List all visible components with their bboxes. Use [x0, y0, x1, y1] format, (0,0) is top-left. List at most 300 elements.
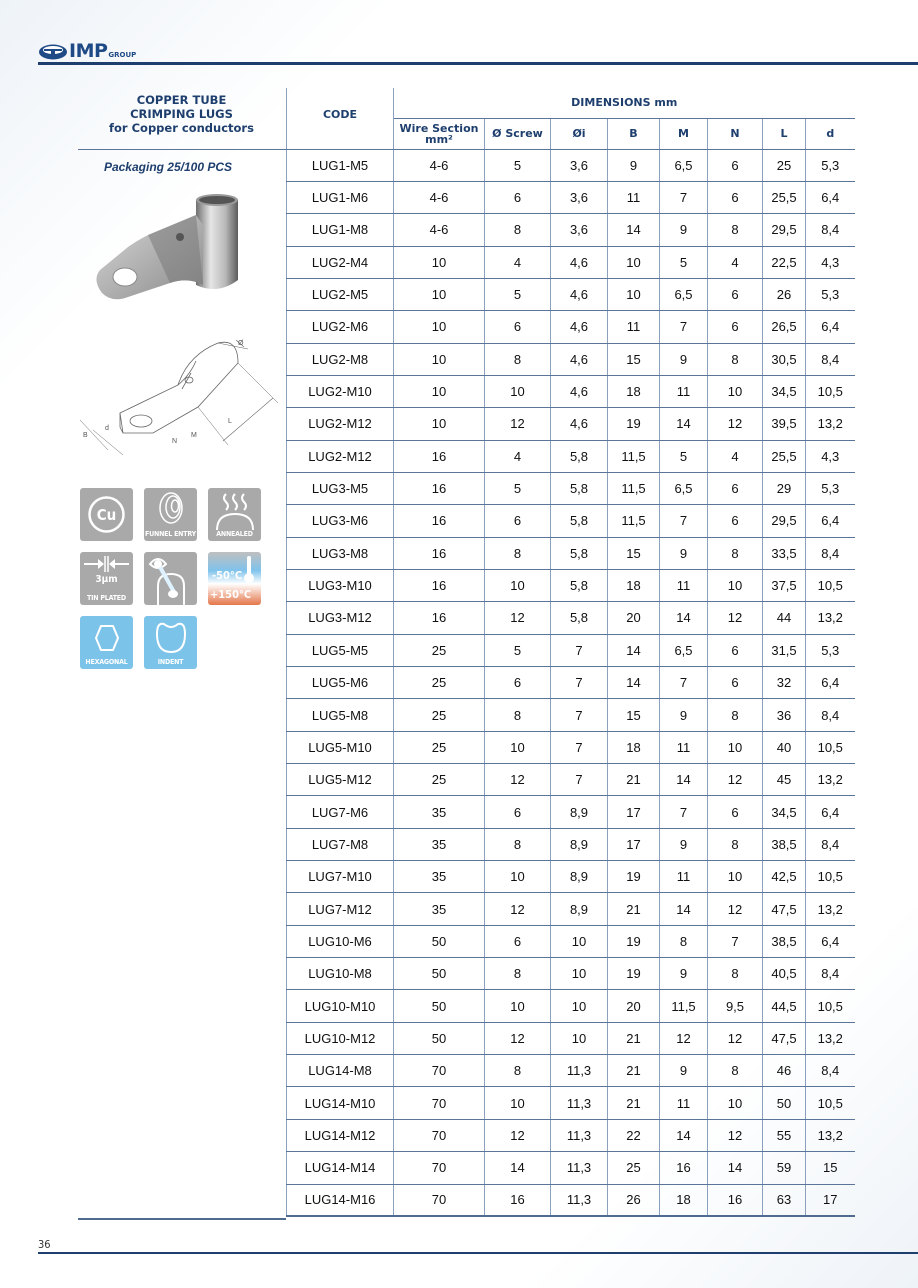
cell-l: 42,5: [763, 861, 806, 893]
cell-m: 11: [660, 375, 708, 407]
temperature-low: -50°C: [212, 569, 243, 582]
cell-d: 13,2: [806, 602, 855, 634]
cell-code: LUG7-M6: [287, 796, 394, 828]
imp-group-logo: [38, 38, 136, 60]
temperature-icon: [208, 552, 261, 605]
cell-l: 63: [763, 1184, 806, 1216]
cell-l: 25,5: [763, 440, 806, 472]
cell-d: 10,5: [806, 861, 855, 893]
page-number: 36: [38, 1238, 51, 1251]
label-m: M: [191, 432, 197, 439]
cell-d: 13,2: [806, 1119, 855, 1151]
imp-logo-mark-icon: [38, 42, 68, 60]
cell-n: 8: [708, 958, 763, 990]
cell-n: 14: [708, 1152, 763, 1184]
cell-d: 5,3: [806, 149, 855, 181]
cell-b: 15: [608, 537, 660, 569]
cell-d: 15: [806, 1152, 855, 1184]
cell-inner-diameter: 4,6: [551, 246, 608, 278]
spec-table-body: [287, 149, 855, 1216]
table-row: [287, 472, 855, 504]
cell-d: 13,2: [806, 1022, 855, 1054]
temperature-high: +150°C: [210, 588, 252, 601]
table-row: [287, 181, 855, 213]
cell-b: 18: [608, 375, 660, 407]
cell-n: 6: [708, 149, 763, 181]
cell-code: LUG14-M8: [287, 1055, 394, 1087]
cell-code: LUG10-M6: [287, 925, 394, 957]
cell-inner-diameter: 7: [551, 667, 608, 699]
annealed-caption: ANNEALED: [216, 530, 253, 538]
cell-code: LUG3-M10: [287, 569, 394, 601]
cell-b: 14: [608, 214, 660, 246]
inspection-hole-icon: [144, 552, 197, 605]
cell-d: 10,5: [806, 990, 855, 1022]
footer-rule: [38, 1252, 918, 1254]
cell-code: LUG5-M6: [287, 667, 394, 699]
cell-n: 6: [708, 181, 763, 213]
cell-inner-diameter: 4,6: [551, 375, 608, 407]
cell-l: 26: [763, 278, 806, 310]
cell-code: LUG2-M5: [287, 278, 394, 310]
cell-m: 9: [660, 1055, 708, 1087]
cell-m: 6,5: [660, 149, 708, 181]
funnel-entry-caption: FUNNEL ENTRY: [145, 530, 196, 538]
cell-code: LUG2-M12: [287, 408, 394, 440]
cell-n: 12: [708, 893, 763, 925]
cell-b: 14: [608, 667, 660, 699]
cell-m: 14: [660, 764, 708, 796]
cell-b: 11,5: [608, 440, 660, 472]
cell-d: 6,4: [806, 181, 855, 213]
cell-screw: 5: [485, 472, 551, 504]
cell-wire-section: 70: [394, 1119, 485, 1151]
cell-b: 20: [608, 990, 660, 1022]
cell-l: 29,5: [763, 214, 806, 246]
cell-b: 17: [608, 796, 660, 828]
cell-l: 45: [763, 764, 806, 796]
tin-plated-caption: TIN PLATED: [87, 594, 126, 602]
cell-l: 39,5: [763, 408, 806, 440]
cell-code: LUG2-M4: [287, 246, 394, 278]
cell-inner-diameter: 7: [551, 764, 608, 796]
cell-b: 10: [608, 278, 660, 310]
cell-wire-section: 4-6: [394, 149, 485, 181]
cell-d: 13,2: [806, 893, 855, 925]
table-row: [287, 1087, 855, 1119]
cell-l: 40,5: [763, 958, 806, 990]
table-row: [287, 861, 855, 893]
cell-wire-section: 10: [394, 246, 485, 278]
cell-wire-section: 10: [394, 278, 485, 310]
table-row: [287, 569, 855, 601]
cell-wire-section: 70: [394, 1055, 485, 1087]
cell-l: 55: [763, 1119, 806, 1151]
cell-code: LUG3-M5: [287, 472, 394, 504]
cell-code: LUG1-M8: [287, 214, 394, 246]
cell-m: 9: [660, 214, 708, 246]
cell-n: 8: [708, 343, 763, 375]
cell-m: 12: [660, 1022, 708, 1054]
cell-wire-section: 10: [394, 375, 485, 407]
cell-l: 44: [763, 602, 806, 634]
table-row: [287, 958, 855, 990]
label-b: B: [83, 432, 88, 439]
left-bottom-rule: [78, 1218, 286, 1220]
cell-n: 6: [708, 472, 763, 504]
cell-n: 12: [708, 764, 763, 796]
cell-wire-section: 70: [394, 1184, 485, 1216]
cell-b: 18: [608, 731, 660, 763]
col-m: M: [660, 118, 708, 149]
cell-inner-diameter: 5,8: [551, 537, 608, 569]
cell-d: 17: [806, 1184, 855, 1216]
cell-inner-diameter: 5,8: [551, 569, 608, 601]
cell-l: 30,5: [763, 343, 806, 375]
indent-caption: INDENT: [157, 658, 184, 666]
cell-wire-section: 50: [394, 1022, 485, 1054]
cell-d: 4,3: [806, 440, 855, 472]
cell-b: 11: [608, 181, 660, 213]
cell-b: 21: [608, 1055, 660, 1087]
cell-screw: 10: [485, 1087, 551, 1119]
cell-d: 10,5: [806, 569, 855, 601]
cell-inner-diameter: 8,9: [551, 796, 608, 828]
cell-inner-diameter: 11,3: [551, 1055, 608, 1087]
cell-b: 9: [608, 149, 660, 181]
cell-n: 6: [708, 278, 763, 310]
cell-b: 21: [608, 1022, 660, 1054]
cell-screw: 14: [485, 1152, 551, 1184]
product-title-line2: CRIMPING LUGS: [130, 107, 233, 121]
table-row: [287, 537, 855, 569]
cell-l: 40: [763, 731, 806, 763]
cell-inner-diameter: 4,6: [551, 278, 608, 310]
cell-wire-section: 16: [394, 440, 485, 472]
cell-inner-diameter: 5,8: [551, 440, 608, 472]
cell-wire-section: 35: [394, 796, 485, 828]
cell-screw: 8: [485, 958, 551, 990]
cell-b: 20: [608, 602, 660, 634]
cell-code: LUG2-M6: [287, 311, 394, 343]
cell-code: LUG5-M8: [287, 699, 394, 731]
cell-b: 11,5: [608, 505, 660, 537]
cell-d: 6,4: [806, 505, 855, 537]
cell-l: 50: [763, 1087, 806, 1119]
cell-d: 5,3: [806, 634, 855, 666]
hexagonal-icon: [80, 616, 133, 669]
logo-text: IMP: [69, 40, 108, 62]
table-row: [287, 1055, 855, 1087]
cell-b: 19: [608, 861, 660, 893]
product-title-line3: for Copper conductors: [109, 121, 254, 135]
cell-m: 14: [660, 893, 708, 925]
col-wire-section-label: Wire Section: [399, 121, 479, 135]
table-row: [287, 440, 855, 472]
table-row: [287, 1184, 855, 1216]
cell-l: 25: [763, 149, 806, 181]
cell-wire-section: 25: [394, 731, 485, 763]
cell-code: LUG14-M10: [287, 1087, 394, 1119]
cell-screw: 5: [485, 278, 551, 310]
cell-inner-diameter: 11,3: [551, 1152, 608, 1184]
cell-b: 19: [608, 958, 660, 990]
cell-l: 29: [763, 472, 806, 504]
cell-n: 4: [708, 246, 763, 278]
cell-code: LUG7-M8: [287, 828, 394, 860]
cell-l: 32: [763, 667, 806, 699]
cell-wire-section: 25: [394, 634, 485, 666]
cell-inner-diameter: 7: [551, 634, 608, 666]
cell-screw: 8: [485, 537, 551, 569]
cell-n: 10: [708, 569, 763, 601]
table-row: [287, 1119, 855, 1151]
product-title: [78, 93, 285, 135]
cell-m: 16: [660, 1152, 708, 1184]
cell-l: 47,5: [763, 1022, 806, 1054]
table-row: [287, 925, 855, 957]
table-row: [287, 796, 855, 828]
cell-screw: 8: [485, 1055, 551, 1087]
cell-b: 19: [608, 408, 660, 440]
cell-inner-diameter: 7: [551, 731, 608, 763]
cell-wire-section: 10: [394, 343, 485, 375]
cell-screw: 8: [485, 699, 551, 731]
cell-n: 12: [708, 1119, 763, 1151]
product-title-line1: COPPER TUBE: [136, 93, 227, 107]
cell-n: 9,5: [708, 990, 763, 1022]
cell-inner-diameter: 5,8: [551, 505, 608, 537]
cell-b: 21: [608, 764, 660, 796]
cell-n: 6: [708, 505, 763, 537]
cell-l: 29,5: [763, 505, 806, 537]
table-row: [287, 634, 855, 666]
packaging-info: Packaging 25/100 PCS: [103, 160, 233, 174]
cell-screw: 12: [485, 408, 551, 440]
cell-l: 37,5: [763, 569, 806, 601]
cell-screw: 8: [485, 343, 551, 375]
cell-d: 13,2: [806, 764, 855, 796]
cell-inner-diameter: 4,6: [551, 408, 608, 440]
cell-screw: 6: [485, 311, 551, 343]
cell-d: 10,5: [806, 731, 855, 763]
cell-inner-diameter: 11,3: [551, 1184, 608, 1216]
col-n: N: [708, 118, 763, 149]
cell-l: 38,5: [763, 925, 806, 957]
cell-inner-diameter: 3,6: [551, 214, 608, 246]
col-screw: Ø Screw: [485, 118, 551, 149]
cell-n: 4: [708, 440, 763, 472]
cell-l: 34,5: [763, 375, 806, 407]
cell-inner-diameter: 11,3: [551, 1087, 608, 1119]
cell-n: 7: [708, 925, 763, 957]
cell-l: 26,5: [763, 311, 806, 343]
cell-l: 44,5: [763, 990, 806, 1022]
cell-code: LUG14-M16: [287, 1184, 394, 1216]
cell-m: 11: [660, 569, 708, 601]
cell-b: 14: [608, 634, 660, 666]
technical-drawing: [78, 335, 278, 455]
cell-m: 18: [660, 1184, 708, 1216]
cell-m: 7: [660, 796, 708, 828]
cell-code: LUG5-M12: [287, 764, 394, 796]
cell-l: 25,5: [763, 181, 806, 213]
funnel-entry-icon: [144, 488, 197, 541]
cell-wire-section: 25: [394, 764, 485, 796]
cell-screw: 4: [485, 440, 551, 472]
cell-inner-diameter: 3,6: [551, 149, 608, 181]
cell-d: 6,4: [806, 311, 855, 343]
cell-inner-diameter: 8,9: [551, 893, 608, 925]
cell-inner-diameter: 7: [551, 699, 608, 731]
cell-n: 8: [708, 1055, 763, 1087]
cell-inner-diameter: 11,3: [551, 1119, 608, 1151]
cell-b: 22: [608, 1119, 660, 1151]
table-row: [287, 731, 855, 763]
cell-inner-diameter: 5,8: [551, 602, 608, 634]
cell-wire-section: 16: [394, 505, 485, 537]
cell-n: 10: [708, 861, 763, 893]
cell-m: 9: [660, 699, 708, 731]
cell-m: 9: [660, 828, 708, 860]
cell-m: 9: [660, 537, 708, 569]
table-row: [287, 408, 855, 440]
cell-screw: 10: [485, 990, 551, 1022]
tin-plated-icon: [80, 552, 133, 605]
cell-inner-diameter: 8,9: [551, 861, 608, 893]
col-inner-diameter: Øi: [551, 118, 608, 149]
cell-code: LUG2-M8: [287, 343, 394, 375]
cell-n: 6: [708, 311, 763, 343]
cell-screw: 6: [485, 667, 551, 699]
cell-wire-section: 16: [394, 472, 485, 504]
cell-wire-section: 10: [394, 311, 485, 343]
cell-d: 8,4: [806, 699, 855, 731]
cell-code: LUG1-M5: [287, 149, 394, 181]
cell-l: 46: [763, 1055, 806, 1087]
cell-screw: 12: [485, 1119, 551, 1151]
col-b: B: [608, 118, 660, 149]
cell-code: LUG10-M8: [287, 958, 394, 990]
table-row: [287, 278, 855, 310]
cell-wire-section: 10: [394, 408, 485, 440]
cell-l: 59: [763, 1152, 806, 1184]
cell-wire-section: 16: [394, 569, 485, 601]
cell-wire-section: 35: [394, 861, 485, 893]
cell-b: 18: [608, 569, 660, 601]
cell-inner-diameter: 4,6: [551, 311, 608, 343]
label-d: d: [105, 425, 109, 432]
cell-inner-diameter: 3,6: [551, 181, 608, 213]
cell-n: 10: [708, 731, 763, 763]
spec-table: [286, 88, 855, 1217]
cell-screw: 6: [485, 925, 551, 957]
cell-code: LUG10-M12: [287, 1022, 394, 1054]
copper-icon: [80, 488, 133, 541]
indent-icon: [144, 616, 197, 669]
cell-d: 10,5: [806, 375, 855, 407]
col-d: d: [806, 118, 855, 149]
table-row: [287, 828, 855, 860]
cell-screw: 6: [485, 181, 551, 213]
cell-b: 21: [608, 1087, 660, 1119]
cell-m: 8: [660, 925, 708, 957]
cell-n: 8: [708, 214, 763, 246]
cell-m: 11,5: [660, 990, 708, 1022]
cell-screw: 5: [485, 634, 551, 666]
cell-code: LUG7-M10: [287, 861, 394, 893]
cell-m: 7: [660, 667, 708, 699]
cell-wire-section: 4-6: [394, 214, 485, 246]
cell-code: LUG14-M14: [287, 1152, 394, 1184]
cell-inner-diameter: 10: [551, 958, 608, 990]
cell-wire-section: 35: [394, 893, 485, 925]
cell-l: 36: [763, 699, 806, 731]
cell-n: 10: [708, 1087, 763, 1119]
cell-code: LUG3-M12: [287, 602, 394, 634]
label-diameter: Ø: [238, 340, 244, 347]
cell-d: 8,4: [806, 343, 855, 375]
cell-wire-section: 16: [394, 537, 485, 569]
cell-screw: 12: [485, 602, 551, 634]
cell-l: 33,5: [763, 537, 806, 569]
table-row: [287, 764, 855, 796]
cell-b: 25: [608, 1152, 660, 1184]
cell-d: 8,4: [806, 958, 855, 990]
cell-inner-diameter: 10: [551, 990, 608, 1022]
cell-b: 11,5: [608, 472, 660, 504]
cell-m: 6,5: [660, 634, 708, 666]
cell-b: 11: [608, 311, 660, 343]
cell-d: 6,4: [806, 667, 855, 699]
col-l: L: [763, 118, 806, 149]
col-wire-section: [394, 118, 485, 149]
cell-code: LUG5-M10: [287, 731, 394, 763]
cell-screw: 10: [485, 731, 551, 763]
table-row: [287, 699, 855, 731]
table-row: [287, 667, 855, 699]
cell-d: 6,4: [806, 796, 855, 828]
cell-d: 8,4: [806, 537, 855, 569]
cell-wire-section: 70: [394, 1087, 485, 1119]
col-wire-section-unit: mm²: [425, 132, 453, 146]
cell-code: LUG5-M5: [287, 634, 394, 666]
cell-wire-section: 50: [394, 925, 485, 957]
cell-n: 16: [708, 1184, 763, 1216]
cell-code: LUG10-M10: [287, 990, 394, 1022]
cell-n: 12: [708, 1022, 763, 1054]
cell-code: LUG1-M6: [287, 181, 394, 213]
table-row: [287, 1022, 855, 1054]
cell-d: 8,4: [806, 828, 855, 860]
cell-screw: 8: [485, 828, 551, 860]
cell-d: 5,3: [806, 472, 855, 504]
cell-m: 11: [660, 1087, 708, 1119]
cell-d: 13,2: [806, 408, 855, 440]
label-length: L: [228, 418, 232, 425]
table-row: [287, 246, 855, 278]
cell-b: 15: [608, 699, 660, 731]
cell-l: 31,5: [763, 634, 806, 666]
cell-m: 14: [660, 408, 708, 440]
cell-screw: 12: [485, 893, 551, 925]
table-row: [287, 1152, 855, 1184]
cell-m: 6,5: [660, 472, 708, 504]
annealed-icon: [208, 488, 261, 541]
cell-screw: 5: [485, 149, 551, 181]
cell-wire-section: 70: [394, 1152, 485, 1184]
table-row: [287, 149, 855, 181]
